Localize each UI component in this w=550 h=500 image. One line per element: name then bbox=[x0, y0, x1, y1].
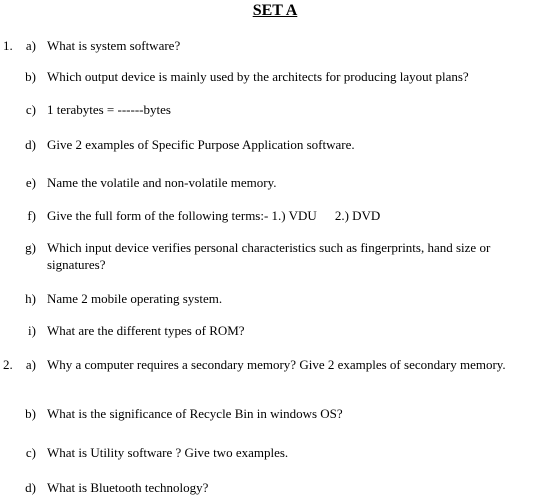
q1d-text: Give 2 examples of Specific Purpose Application software. bbox=[47, 137, 355, 152]
question-2-number: 2. bbox=[3, 357, 13, 372]
q1f-term-2: 2.) DVD bbox=[334, 208, 381, 223]
q1e-label: e) bbox=[25, 175, 36, 190]
q1b-label: b) bbox=[25, 69, 36, 84]
q2d-text: What is Bluetooth technology? bbox=[47, 480, 209, 495]
question-1-number: 1. bbox=[3, 38, 13, 53]
q1h-text: Name 2 mobile operating system. bbox=[47, 291, 223, 306]
q1f-label: f) bbox=[27, 208, 36, 223]
q2b-text: What is the significance of Recycle Bin in windows OS? bbox=[47, 406, 343, 421]
q1d-label: d) bbox=[25, 137, 36, 152]
q1c-label: c) bbox=[25, 102, 36, 117]
q1h-label: h) bbox=[25, 291, 36, 306]
q1b-text: Which output device is mainly used by the architects for producing layout plans? bbox=[47, 69, 469, 84]
q2a-text: Why a computer requires a secondary memory? Give 2 examples of secondary memory. bbox=[47, 357, 506, 372]
q2a-label: a) bbox=[25, 357, 36, 372]
q1i-text: What are the different types of ROM? bbox=[47, 323, 245, 338]
q1g-label: g) bbox=[25, 240, 36, 255]
q1f-term-1: Give the full form of the following terms:- 1.) VDU bbox=[47, 208, 317, 223]
q1e-text: Name the volatile and non-volatile memory. bbox=[47, 175, 277, 190]
q1g-text: Which input device verifies personal characteristics such as fingerprints, hand size or signatures? bbox=[47, 240, 491, 272]
q1a-text: What is system software? bbox=[47, 38, 181, 53]
set-title: SET A bbox=[252, 2, 298, 19]
q2c-text: What is Utility software ? Give two examples. bbox=[47, 445, 289, 460]
q1a-label: a) bbox=[25, 38, 36, 53]
q1f-text bbox=[47, 207, 547, 224]
q2c-label: c) bbox=[25, 445, 36, 460]
q2d-label: d) bbox=[25, 480, 36, 495]
q1c-text: 1 terabytes = ------bytes bbox=[47, 102, 171, 117]
q1i-label: i) bbox=[28, 323, 36, 338]
q2b-label: b) bbox=[25, 406, 36, 421]
